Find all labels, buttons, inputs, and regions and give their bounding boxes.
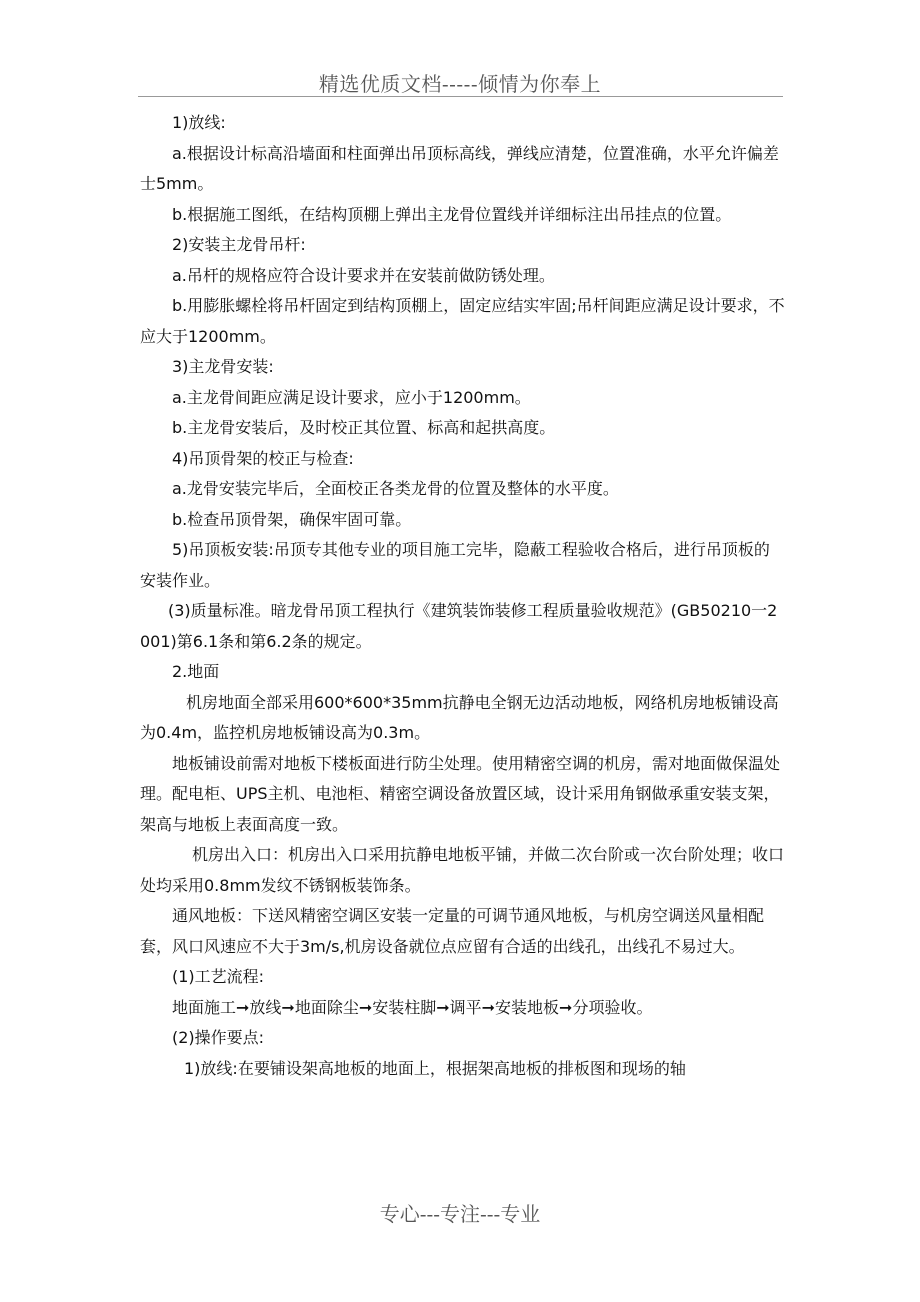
paragraph: 地面施工➞放线➞地面除尘➞安装柱脚➞调平➞安装地板➞分项验收。 (172, 997, 653, 1017)
paragraph: b.根据施工图纸，在结构顶棚上弹出主龙骨位置线并详细标注出吊挂点的位置。 (172, 204, 732, 224)
paragraph: 通风地板：下送风精密空调区安装一定量的可调节通风地板，与机房空调送风量相配套，风口风速应不大于3m/s,机房设备就位点应留有合适的出线孔，出线孔不易过大。 (140, 906, 765, 956)
paragraph: (2)操作要点: (172, 1028, 265, 1047)
page-footer: 专心---专注---专业 (379, 1202, 541, 1226)
page-header: 精选优质文档-----倾情为你奉上 (318, 72, 602, 96)
paragraph: a.龙骨安装完毕后，全面校正各类龙骨的位置及整体的水平度。 (172, 479, 619, 498)
paragraph: 1)放线: (172, 113, 226, 132)
document-body (140, 108, 785, 1084)
paragraph: b.用膨胀螺栓将吊杆固定到结构顶棚上，固定应结实牢固;吊杆间距应满足设计要求，不应大于1200mm。 (140, 296, 785, 346)
section-heading: 2.地面 (172, 662, 220, 681)
paragraph: a.根据设计标高沿墙面和柱面弹出吊顶标高线，弹线应清楚，位置准确，水平允许偏差士5mm。 (140, 143, 779, 193)
paragraph: a.吊杆的规格应符合设计要求并在安装前做防锈处理。 (172, 265, 555, 285)
paragraph: 机房地面全部采用600*600*35mm抗静电全钢无边活动地板，网络机房地板铺设高为0.4m，监控机房地板铺设高为0.3m。 (140, 692, 779, 742)
paragraph: a.主龙骨间距应满足设计要求，应小于1200mm。 (172, 387, 531, 407)
paragraph: b.主龙骨安装后，及时校正其位置、标高和起拱高度。 (172, 418, 556, 437)
paragraph: 机房出入口：机房出入口采用抗静电地板平铺，并做二次台阶或一次台阶处理；收口处均采用0.8mm发纹不锈钢板装饰条。 (140, 845, 785, 895)
header-divider (138, 96, 783, 97)
paragraph: 1)放线:在要铺设架高地板的地面上，根据架高地板的排板图和现场的轴 (184, 1058, 686, 1078)
paragraph: 4)吊顶骨架的校正与检查: (172, 448, 354, 468)
paragraph: 5)吊顶板安装:吊顶专其他专业的项目施工完毕，隐蔽工程验收合格后，进行吊顶板的安装作业。 (140, 540, 770, 590)
paragraph: 地板铺设前需对地板下楼板面进行防尘处理。使用精密空调的机房，需对地面做保温处理。配电柜、UPS主机、电池柜、精密空调设备放置区域，设计采用角钢做承重安装支架，架高与地板上表面高度一致。 (140, 753, 781, 834)
paragraph: (1)工艺流程: (172, 967, 265, 986)
paragraph: (3)质量标准。暗龙骨吊顶工程执行《建筑装饰装修工程质量验收规范》(GB50210一2001)第6.1条和第6.2条的规定。 (140, 601, 778, 651)
paragraph: b.检查吊顶骨架，确保牢固可靠。 (172, 509, 412, 529)
paragraph: 2)安装主龙骨吊杆: (172, 235, 306, 254)
paragraph: 3)主龙骨安装: (172, 357, 274, 376)
